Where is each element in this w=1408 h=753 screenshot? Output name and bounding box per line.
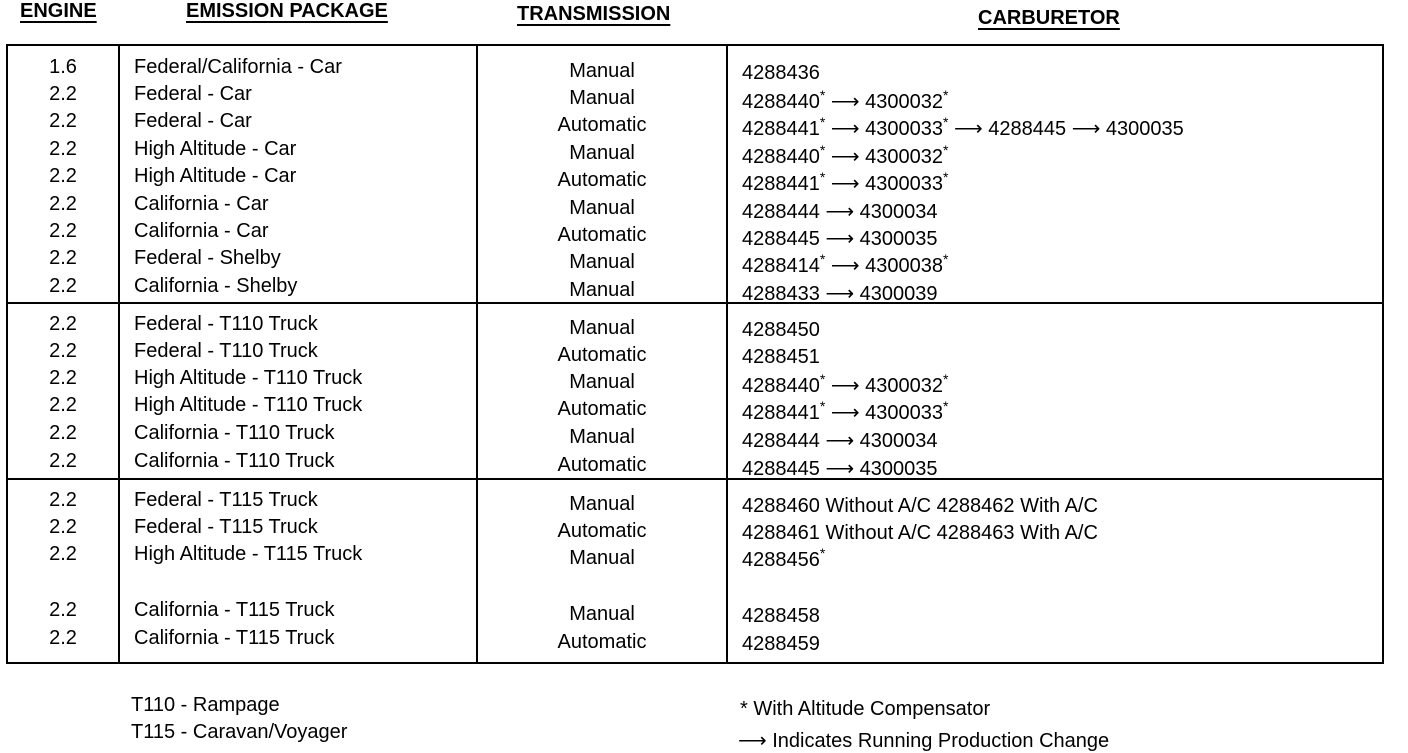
- table-row: [8, 313, 1382, 340]
- emission-package-cell: Federal/California - Car: [134, 56, 342, 78]
- carburetor-cell: 4288456*: [742, 545, 826, 571]
- emission-package-cell: High Altitude - T110 Truck: [134, 394, 363, 416]
- emission-package-cell: High Altitude - Car: [134, 138, 297, 160]
- section-divider: [8, 478, 1382, 480]
- carburetor-cell: 4288441* ⟶ 4300033*: [742, 398, 949, 424]
- transmission-cell: Automatic: [557, 344, 647, 366]
- table-row: [8, 165, 1382, 195]
- carburetor-cell: 4288440* ⟶ 4300032*: [742, 142, 949, 168]
- transmission-cell: Manual: [569, 426, 635, 448]
- transmission-cell: Manual: [569, 87, 635, 109]
- transmission-cell: Manual: [569, 142, 635, 164]
- engine-cell: 2.2: [49, 275, 77, 297]
- table-row: [8, 627, 1382, 654]
- emission-package-cell: High Altitude - Car: [134, 165, 297, 187]
- transmission-cell: Manual: [569, 279, 635, 301]
- engine-cell: 2.2: [49, 489, 77, 511]
- engine-cell: 2.2: [49, 516, 77, 538]
- emission-package-cell: California - Car: [134, 220, 269, 242]
- footnote-t110: T110 - Rampage: [131, 694, 280, 716]
- carburetor-cell: 4288440* ⟶ 4300032*: [742, 87, 949, 113]
- engine-cell: 2.2: [49, 627, 77, 649]
- emission-package-cell: California - Shelby: [134, 275, 298, 297]
- engine-cell: 2.2: [49, 367, 77, 389]
- emission-package-cell: High Altitude - T110 Truck: [134, 367, 363, 389]
- engine-cell: 2.2: [49, 247, 77, 269]
- transmission-cell: Manual: [569, 547, 635, 569]
- transmission-cell: Automatic: [557, 169, 647, 191]
- table-row: [8, 138, 1382, 168]
- carburetor-cell: 4288450: [742, 319, 820, 341]
- engine-cell: 2.2: [49, 193, 77, 215]
- emission-package-cell: Federal - T115 Truck: [134, 489, 318, 511]
- engine-cell: 2.2: [49, 83, 77, 105]
- transmission-cell: Automatic: [557, 114, 647, 136]
- transmission-cell: Automatic: [557, 631, 647, 653]
- transmission-cell: Manual: [569, 251, 635, 273]
- transmission-cell: Manual: [569, 317, 635, 339]
- table-row: [8, 247, 1382, 277]
- table-row: [8, 516, 1382, 543]
- transmission-cell: Manual: [569, 603, 635, 625]
- header-emission-package: EMISSION PACKAGE: [186, 0, 388, 22]
- transmission-cell: Automatic: [557, 520, 647, 542]
- carburetor-cell: 4288460 Without A/C 4288462 With A/C: [742, 495, 1098, 517]
- transmission-cell: Manual: [569, 493, 635, 515]
- engine-cell: 1.6: [49, 56, 77, 78]
- table-row: [8, 275, 1382, 305]
- table-row: [8, 394, 1382, 424]
- emission-package-cell: Federal - T110 Truck: [134, 340, 318, 362]
- engine-cell: 2.2: [49, 543, 77, 565]
- carburetor-cell: 4288445 ⟶ 4300035: [742, 228, 938, 250]
- engine-cell: 2.2: [49, 340, 77, 362]
- carburetor-cell: 4288458: [742, 605, 820, 627]
- emission-package-cell: Federal - Car: [134, 83, 252, 105]
- carburetor-cell: 4288441* ⟶ 4300033*: [742, 169, 949, 195]
- table-row: [8, 489, 1382, 516]
- table-row: [8, 193, 1382, 223]
- carburetor-cell: 4288451: [742, 346, 820, 368]
- emission-package-cell: Federal - Shelby: [134, 247, 281, 269]
- transmission-cell: Manual: [569, 197, 635, 219]
- header-engine: ENGINE: [20, 0, 97, 22]
- emission-package-cell: California - T115 Truck: [134, 599, 335, 621]
- table-row: [8, 56, 1382, 83]
- engine-cell: 2.2: [49, 220, 77, 242]
- carburetor-table: [6, 44, 1384, 664]
- carburetor-cell: 4288440* ⟶ 4300032*: [742, 371, 949, 397]
- engine-cell: 2.2: [49, 165, 77, 187]
- emission-package-cell: Federal - T110 Truck: [134, 313, 318, 335]
- footnote-asterisk: * With Altitude Compensator: [740, 698, 991, 720]
- emission-package-cell: California - T110 Truck: [134, 422, 335, 444]
- emission-package-cell: Federal - T115 Truck: [134, 516, 318, 538]
- carburetor-cell: 4288444 ⟶ 4300034: [742, 430, 938, 452]
- carburetor-cell: 4288414* ⟶ 4300038*: [742, 251, 949, 277]
- transmission-cell: Manual: [569, 60, 635, 82]
- carburetor-cell: 4288444 ⟶ 4300034: [742, 201, 938, 223]
- engine-cell: 2.2: [49, 599, 77, 621]
- table-row: [8, 83, 1382, 113]
- engine-cell: 2.2: [49, 138, 77, 160]
- carburetor-cell: 4288459: [742, 633, 820, 655]
- carburetor-cell: 4288433 ⟶ 4300039: [742, 283, 938, 305]
- engine-cell: 2.2: [49, 394, 77, 416]
- carburetor-cell: 4288441* ⟶ 4300033* ⟶ 4288445 ⟶ 4300035: [742, 114, 1184, 140]
- carburetor-cell: 4288445 ⟶ 4300035: [742, 458, 938, 480]
- engine-cell: 2.2: [49, 422, 77, 444]
- transmission-cell: Automatic: [557, 398, 647, 420]
- table-row: [8, 422, 1382, 452]
- carburetor-cell: 4288436: [742, 62, 820, 84]
- emission-package-cell: Federal - Car: [134, 110, 252, 132]
- table-row: [8, 599, 1382, 626]
- transmission-cell: Automatic: [557, 454, 647, 476]
- emission-package-cell: California - Car: [134, 193, 269, 215]
- engine-cell: 2.2: [49, 450, 77, 472]
- emission-package-cell: California - T110 Truck: [134, 450, 335, 472]
- header-transmission: TRANSMISSION: [517, 3, 671, 25]
- footnote-arrow: ⟶ Indicates Running Production Change: [738, 730, 1110, 752]
- table-row: [8, 220, 1382, 250]
- header-carburetor: CARBURETOR: [978, 7, 1120, 29]
- table-row: [8, 110, 1382, 140]
- table-row: [8, 450, 1382, 480]
- transmission-cell: Manual: [569, 371, 635, 393]
- section-divider: [8, 302, 1382, 304]
- footnote-t115: T115 - Caravan/Voyager: [131, 721, 348, 743]
- carburetor-cell: 4288461 Without A/C 4288463 With A/C: [742, 522, 1098, 544]
- emission-package-cell: California - T115 Truck: [134, 627, 335, 649]
- engine-cell: 2.2: [49, 110, 77, 132]
- emission-package-cell: High Altitude - T115 Truck: [134, 543, 363, 565]
- table-row: [8, 367, 1382, 397]
- table-row: [8, 543, 1382, 570]
- engine-cell: 2.2: [49, 313, 77, 335]
- table-row: [8, 340, 1382, 367]
- transmission-cell: Automatic: [557, 224, 647, 246]
